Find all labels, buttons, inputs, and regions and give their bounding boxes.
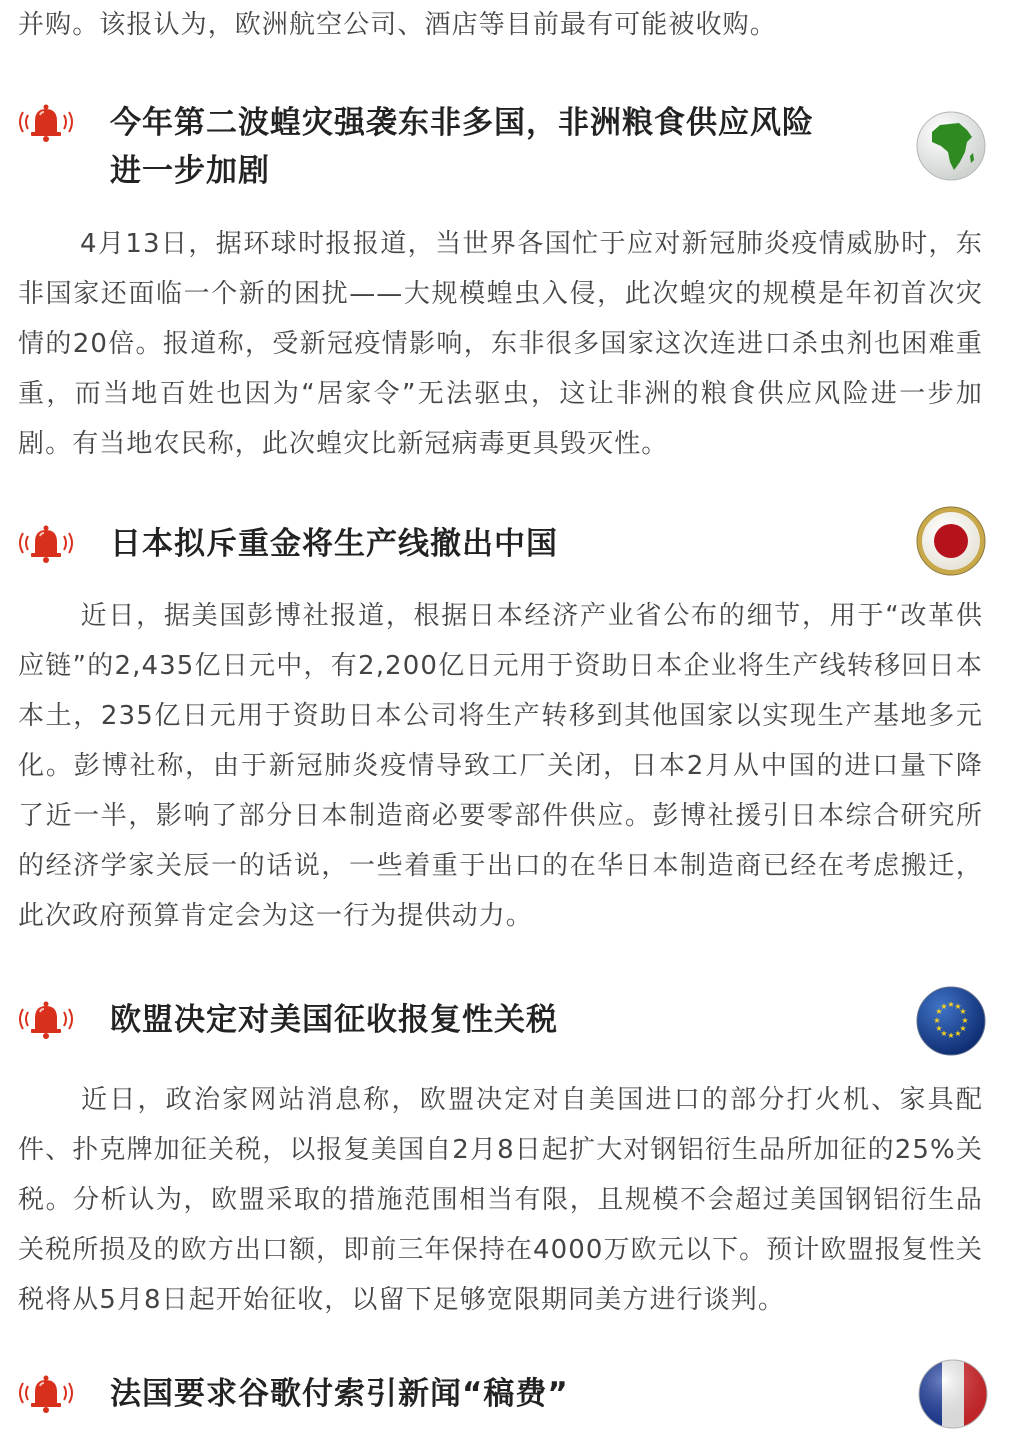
japan-flag-icon (915, 505, 987, 577)
svg-text:★: ★ (935, 1024, 943, 1033)
intro-paragraph-tail: 并购。该报认为，欧洲航空公司、酒店等目前最有可能被收购。 (18, 10, 777, 40)
svg-text:★: ★ (959, 1024, 967, 1033)
article-eu-body (18, 1075, 983, 1325)
headline-france: 法国要求谷歌付索引新闻“稿费” (110, 1376, 569, 1412)
article-locust-body (18, 219, 983, 469)
article-japan-text: 近日，据美国彭博社报道，根据日本经济产业省公布的细节，用于“改革供应链”的2,435亿日元中，有2,200亿日元用于资助日本企业将生产线转移回日本本土，235亿日元用于资助日本公司将生产转移到其他国家以实现生产基地多元化。彭博社称，由于新冠肺炎疫情导致工厂关闭，日本2月从中国的进口量下降了近一半，影响了部分日本制造商必要零部件供应。彭博社援引日本综合研究所的经济学家关辰一的话说，一些着重于出口的在华日本制造商已经在考虑搬迁，此次政府预算肯定会为这一行为提供动力。 (18, 601, 983, 931)
headline-locust (110, 99, 814, 195)
svg-text:★: ★ (947, 1000, 955, 1009)
article-locust-text: 4月13日，据环球时报报道，当世界各国忙于应对新冠肺炎疫情威胁时，东非国家还面临一个新的困扰——大规模蝗虫入侵，此次蝗灾的规模是年初首次灾情的20倍。报道称，受新冠疫情影响，东非很多国家这次连进口杀虫剂也困难重重，而当地百姓也因为“居家令”无法驱虫，这让非洲的粮食供应风险进一步加剧。有当地农民称，此次蝗灾比新冠病毒更具毁灭性。 (18, 229, 983, 459)
svg-text:★: ★ (940, 1029, 948, 1038)
headline-locust-line2: 进一步加剧 (110, 153, 270, 189)
alarm-bell-icon (12, 999, 80, 1039)
article-japan-body (18, 591, 983, 941)
svg-text:★: ★ (954, 1002, 962, 1011)
svg-text:★: ★ (947, 1031, 955, 1040)
eu-flag-icon (915, 985, 987, 1057)
svg-text:★: ★ (959, 1007, 967, 1016)
alarm-bell-icon (12, 523, 80, 563)
svg-text:★: ★ (940, 1002, 948, 1011)
africa-globe-icon (915, 110, 987, 182)
headline-locust-line1: 今年第二波蝗灾强袭东非多国，非洲粮食供应风险 (110, 105, 814, 141)
article-eu-text: 近日，政治家网站消息称，欧盟决定对自美国进口的部分打火机、家具配件、扑克牌加征关税，以报复美国自2月8日起扩大对钢铝衍生品所加征的25%关税。分析认为，欧盟采取的措施范围相当有限，且规模不会超过美国钢铝衍生品关税所损及的欧方出口额，即前三年保持在4000万欧元以下。预计欧盟报复性关税将从5月8日起开始征收，以留下足够宽限期同美方进行谈判。 (18, 1085, 983, 1315)
svg-text:★: ★ (961, 1016, 969, 1025)
france-flag-icon (917, 1358, 989, 1430)
svg-text:★: ★ (933, 1016, 941, 1025)
headline-eu: 欧盟决定对美国征收报复性关税 (110, 1002, 558, 1038)
alarm-bell-icon (12, 102, 80, 142)
svg-text:★: ★ (954, 1029, 962, 1038)
headline-japan: 日本拟斥重金将生产线撤出中国 (110, 526, 558, 562)
alarm-bell-icon (12, 1373, 80, 1413)
svg-text:★: ★ (935, 1007, 943, 1016)
